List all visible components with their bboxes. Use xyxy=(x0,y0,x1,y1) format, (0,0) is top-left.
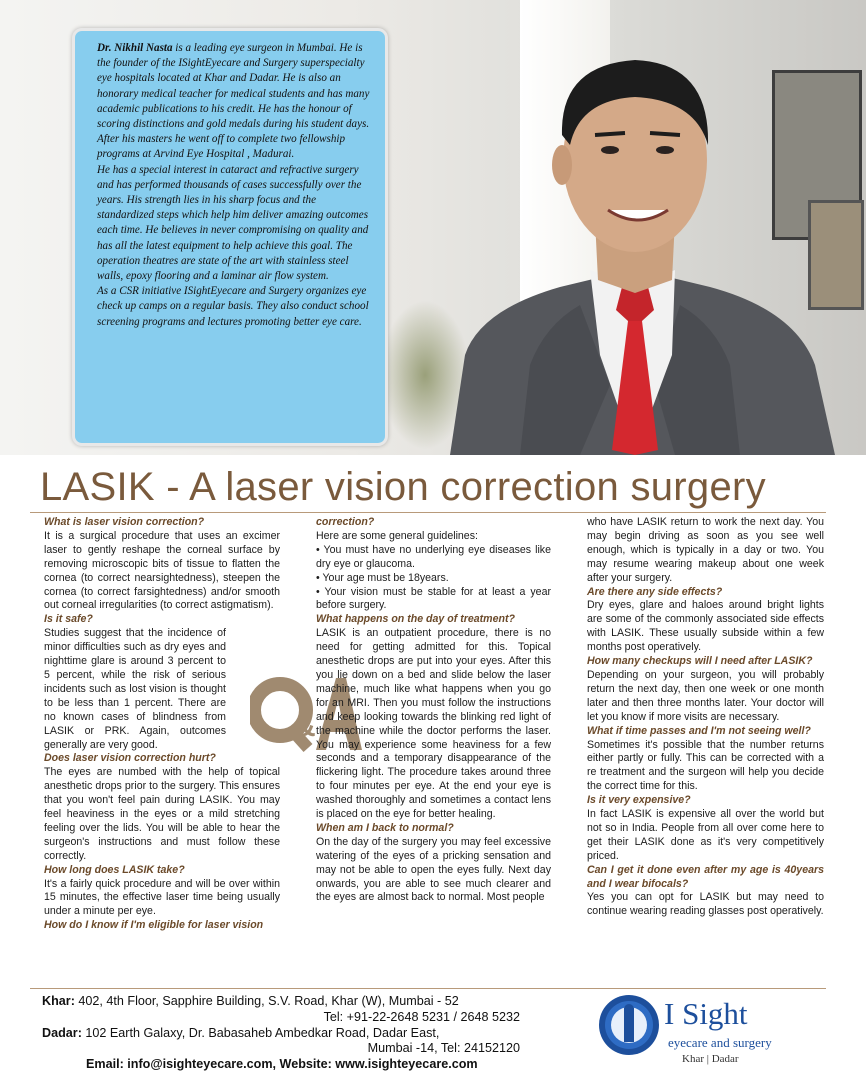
answer: Dry eyes, glare and haloes around bright lights are some of the commonly associated side effects with LASIK. These usually subside within a few months post operatively. xyxy=(587,599,824,654)
answer: Depending on your surgeon, you will probably return the next day, then one week or one month later and then three months later. Your doctor will let you know if more visits are necessary. xyxy=(587,668,824,723)
answer: It is a surgical procedure that uses an excimer laser to gently reshape the corneal surface by removing microscopic bits of tissue to flatten the cornea (to correct nearsightedness), steepen the cornea (to correct farsightedness) and/or smooth out corneal irregularities (to correct astigmatism). xyxy=(44,529,280,612)
list-item: • You must have no underlying eye diseases like dry eye or glaucoma. xyxy=(316,543,551,570)
bio-paragraph-3: As a CSR initiative ISightEyecare and Surgery organizes eye check up camps on a regular basis. They also conduct school screening programs and lectures promoting better eye care. xyxy=(97,285,369,328)
column-1 xyxy=(44,516,280,933)
answer: LASIK is an outpatient procedure, there is no need for getting admitted for this. Topical anesthetic drops are put into your eyes. After this you lie down on a bed and slide below the laser machine, much like what happens when you go for an MRI. Then you must follow the instructions and keep looking towards the blinking red light of the machine while the doctor performs the laser. You may experience some heaviness for a few seconds and a temporary disappearance of the flickering light. The procedure takes around three to four minutes per eye. At the end your eye is washed thoroughly and sometimes a contact lens is placed on the eye for better healing. xyxy=(316,627,551,821)
brand-locations: Khar | Dadar xyxy=(682,1053,739,1065)
brand-name: I Sight xyxy=(664,996,748,1031)
question: How do I know if I'm eligible for laser vision xyxy=(44,919,264,932)
answer: Here are some general guidelines: xyxy=(316,529,478,542)
doctor-name: Dr. Nikhil Nasta xyxy=(97,42,173,54)
question: What is laser vision correction? xyxy=(44,516,205,528)
question: When am I back to normal? xyxy=(316,821,454,834)
isight-logo xyxy=(598,994,772,1072)
footer-contact xyxy=(30,994,530,1073)
title-rule xyxy=(30,512,826,513)
question: Are there any side effects? xyxy=(587,585,723,598)
question: correction? xyxy=(316,516,375,528)
answer: On the day of the surgery you may feel excessive watering of the eyes of a pricking sensation and may not be able to open the eyes fully. Next day onwards, you are able to see much clearer and the eyes are almost back to normal. Most people xyxy=(316,835,551,904)
question: Can I get it done even after my age is 40years and I wear bifocals? xyxy=(587,863,824,890)
answer: It's a fairly quick procedure and will be over within 15 minutes, the effective laser time being usually under a minute per eye. xyxy=(44,877,280,918)
question: What if time passes and I'm not seeing well? xyxy=(587,724,811,737)
doctor-portrait xyxy=(410,25,840,455)
answer: Yes you can opt for LASIK but may need to continue wearing reading glasses post operatively. xyxy=(587,891,824,918)
answer: Studies suggest that the incidence of minor difficulties such as dry eyes and nighttime glare is around 3 percent to 5 percent, while the risk of serious incidents such as lost vision is thought to be less than 1 percent. There are no known cases of blindness from LASIK or PRK. Again, outcomes generally are very good. xyxy=(44,627,226,751)
header-photo xyxy=(0,0,866,455)
email-website[interactable]: Email: info@isighteyecare.com, Website: www.isighteyecare.com xyxy=(86,1057,478,1072)
question: Is it safe? xyxy=(44,613,93,626)
column-3 xyxy=(587,516,824,919)
dadar-phone: Mumbai -14, Tel: 24152120 xyxy=(367,1041,520,1056)
question: What happens on the day of treatment? xyxy=(316,613,515,626)
bio-paragraph-1: Dr. Nikhil Nasta is a leading eye surgeon in Mumbai. He is the founder of the ISightEyecare and Surgery superspecialty eye hospitals located at Khar and Dadar. He is also an honorary medical teacher for medical students and has many academic publications to his credit. He has the honour of scoring distinctions and gold medals during his student days. After his masters he went off to complete two fellowship programs at Arvind Eye Hospital , Madurai. xyxy=(97,42,370,161)
brand-tagline: eyecare and surgery xyxy=(668,1035,772,1050)
question: How many checkups will I need after LASIK? xyxy=(587,655,813,668)
answer: who have LASIK return to work the next day. You may begin driving as soon as you see well enough, which is typically in a day or two. You may resume wearing makeup about one week after your surgery. xyxy=(587,516,824,584)
list-item: • Your age must be 18years. xyxy=(316,571,449,584)
khar-phone: Tel: +91-22-2648 5231 / 2648 5232 xyxy=(323,1009,520,1024)
khar-address: Khar: 402, 4th Floor, Sapphire Building, S.V. Road, Khar (W), Mumbai - 52 xyxy=(42,994,459,1008)
article-title: LASIK - A laser vision correction surgery xyxy=(40,465,766,509)
answer: Sometimes it's possible that the number returns either partly or fully. This can be corrected with a re treatment and the surgeon will help you decide the correct time for this. xyxy=(587,738,824,793)
eye-logo-icon xyxy=(598,994,660,1056)
question: Is it very expensive? xyxy=(587,794,691,807)
list-item: • Your vision must be stable for at least a year before surgery. xyxy=(316,585,551,612)
bio-paragraph-2: He has a special interest in cataract and refractive surgery and has performed thousands of cases successfully over the years. His strength lies in his sharp focus and the standardized steps which help him deliver amazing outcomes each time. He believes in never compromising on quality and has all the latest equipment to help achieve this goal. The operation theatres are state of the art with stainless steel walls, epoxy flooring and a laminar air flow system. xyxy=(97,163,369,283)
dadar-address: Dadar: 102 Earth Galaxy, Dr. Babasaheb Ambedkar Road, Dadar East, xyxy=(42,1025,440,1040)
answer: In fact LASIK is expensive all over the world but not so in India. People from all over come here to get their LASIK done as it's very competitively priced. xyxy=(587,808,824,862)
question: Does laser vision correction hurt? xyxy=(44,752,216,765)
footer-rule xyxy=(30,988,826,989)
svg-text:&: & xyxy=(294,710,316,743)
bio-box xyxy=(72,28,388,446)
answer: The eyes are numbed with the help of topical anesthetic drops prior to the surgery. This ensures that you won't feel pain during LASIK. You may feel heaviness in the eyes or a mild stretching feeling over the lids. You will be able to hear the surgeon's instructions and must follow these correctly. xyxy=(44,766,280,862)
column-2 xyxy=(316,516,551,905)
question: How long does LASIK take? xyxy=(44,863,185,876)
